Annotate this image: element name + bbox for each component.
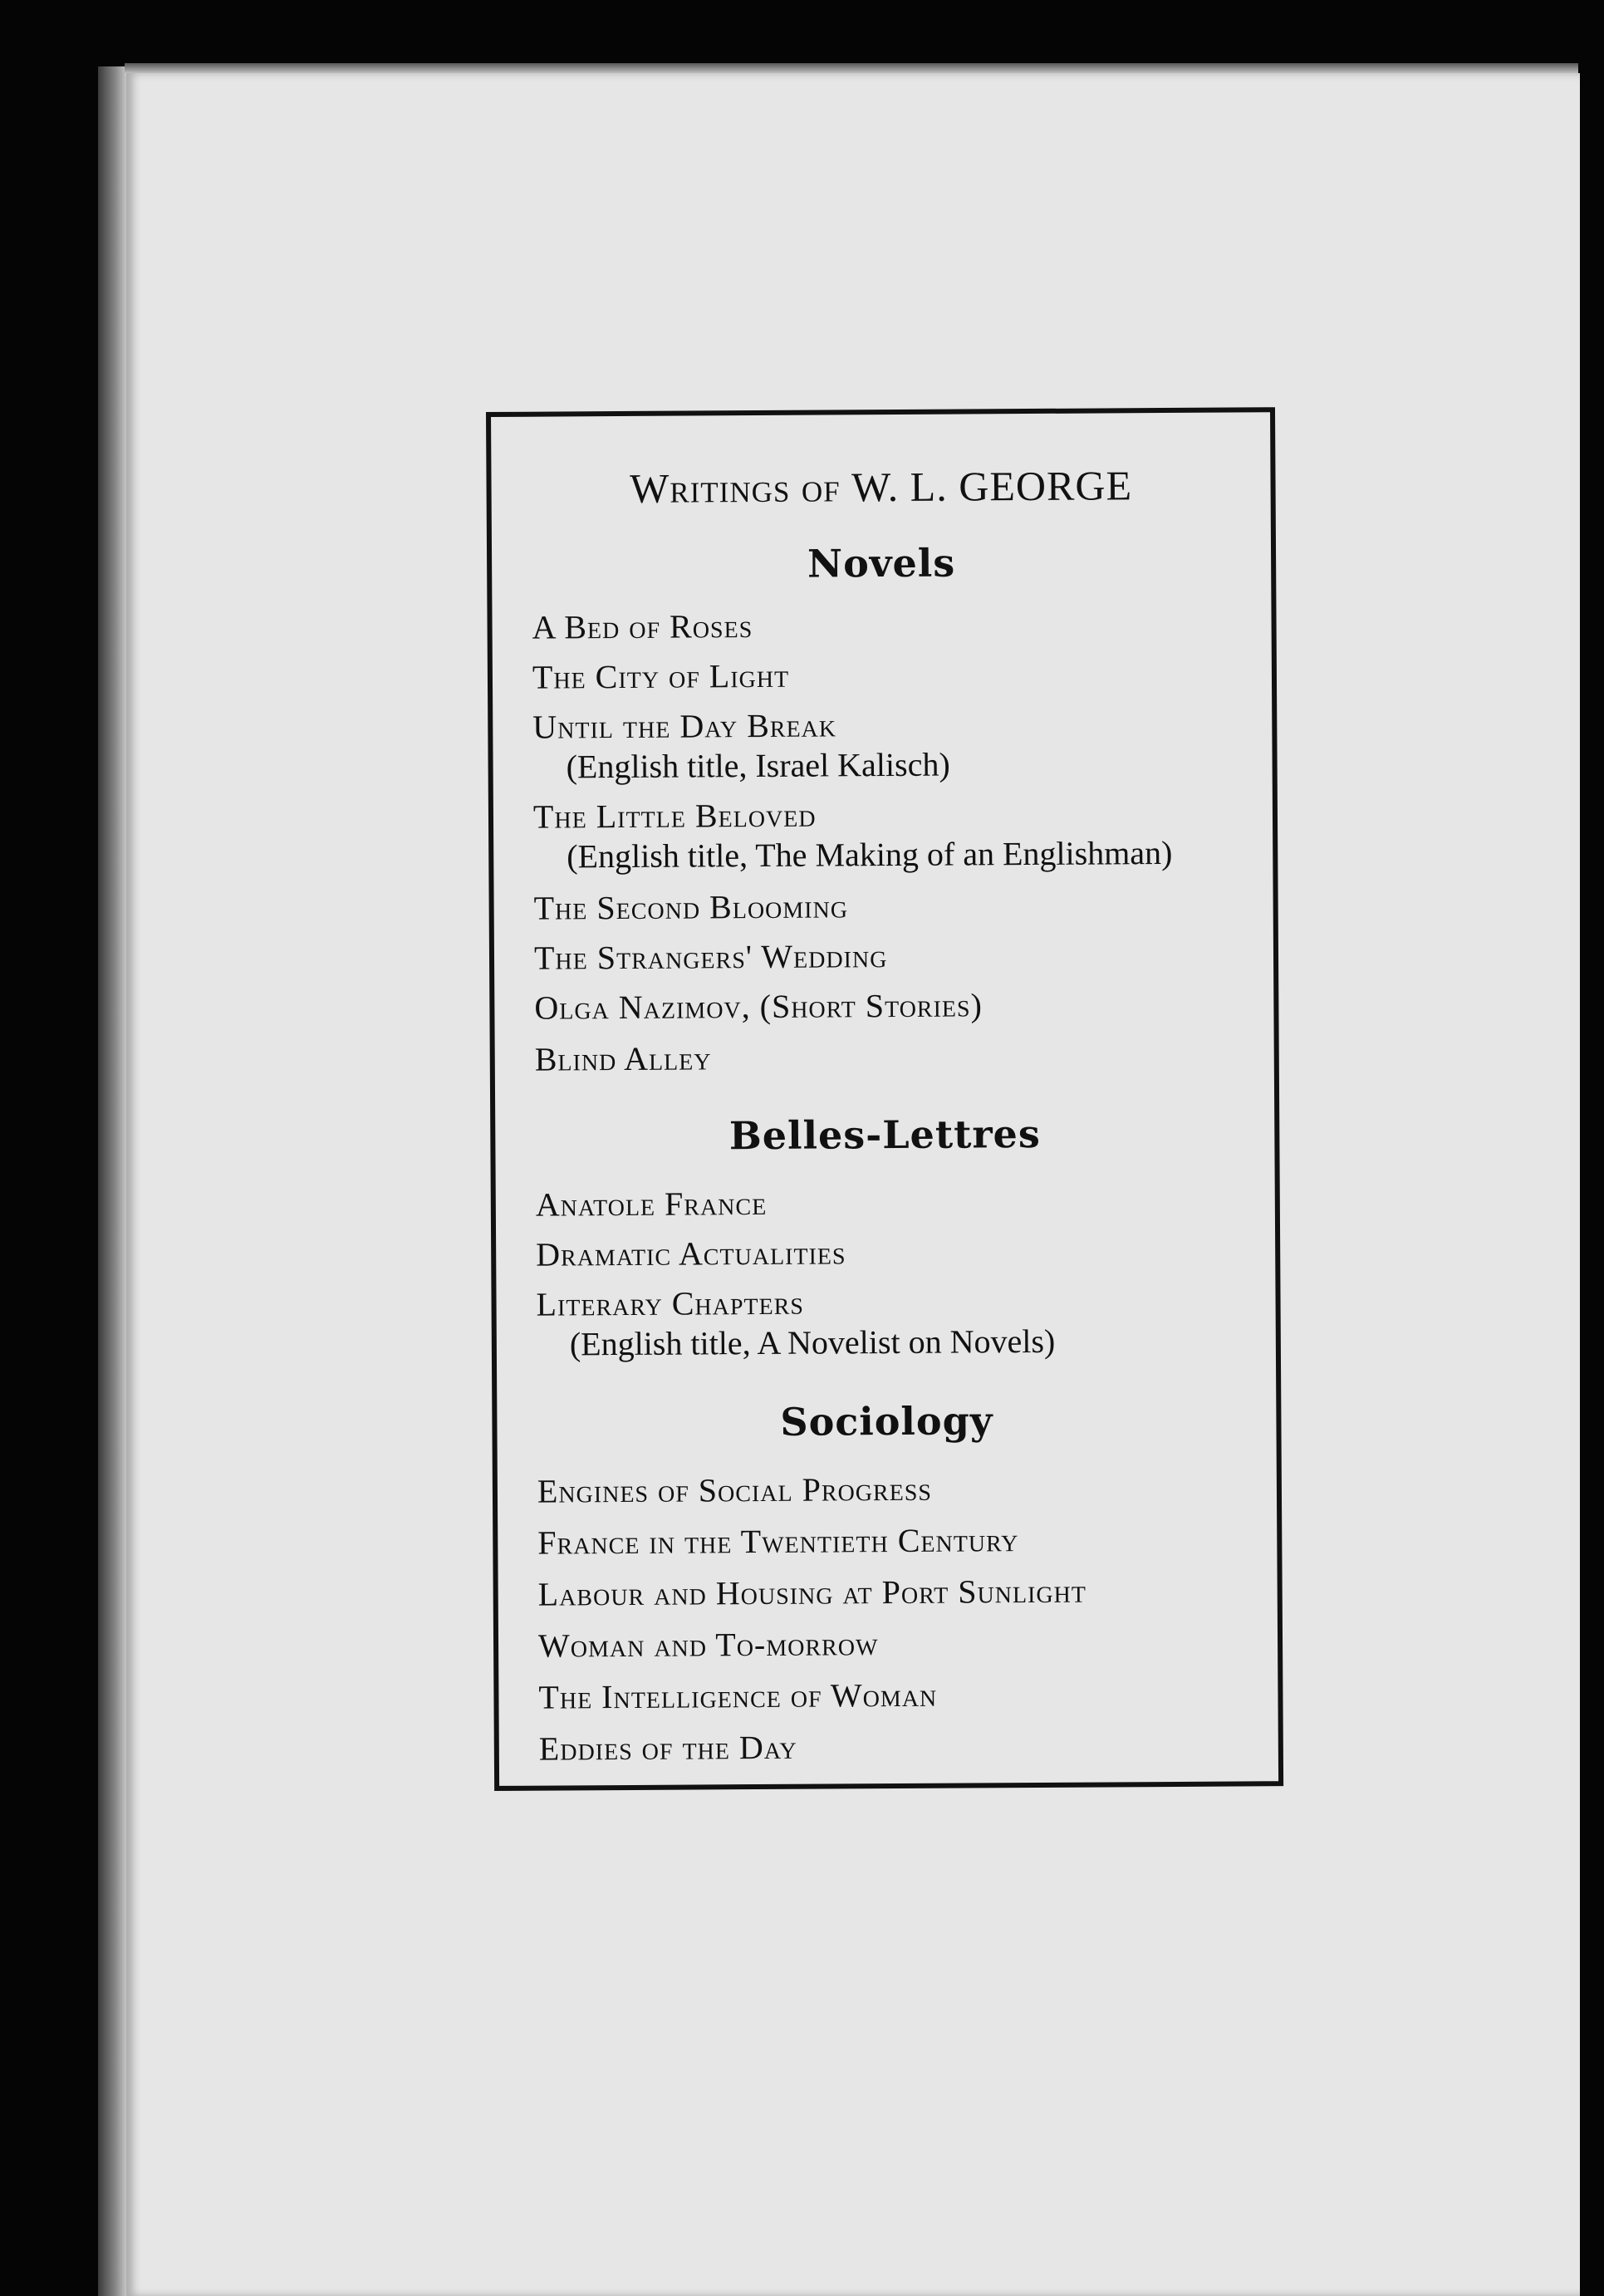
list-item: Eddies of the Day bbox=[538, 1728, 797, 1768]
list-item: Labour and Housing at Port Sunlight bbox=[537, 1572, 1087, 1613]
list-item: A Bed of Roses bbox=[532, 607, 753, 646]
list-item: Engines of Social Progress bbox=[537, 1469, 933, 1510]
title-author: W. L. GEORGE bbox=[851, 462, 1133, 511]
list-item-note: (English title, A Novelist on Novels) bbox=[569, 1322, 1056, 1363]
list-item: Olga Nazimov, (Short Stories) bbox=[534, 986, 983, 1027]
list-item: France in the Twentieth Century bbox=[537, 1521, 1019, 1562]
list-item: The Little Beloved bbox=[532, 796, 817, 836]
page-title bbox=[491, 460, 1270, 513]
section-heading-belles-lettres: Belles-Lettres bbox=[728, 1111, 1041, 1159]
list-item: Until the Day Break bbox=[532, 706, 837, 746]
list-item: Anatole France bbox=[535, 1184, 768, 1224]
list-item: The City of Light bbox=[532, 656, 790, 696]
list-item: Dramatic Actualities bbox=[536, 1234, 846, 1273]
section-heading-novels: Novels bbox=[807, 540, 956, 586]
list-item: The Strangers' Wedding bbox=[533, 937, 888, 977]
list-item-note: (English title, Israel Kalisch) bbox=[566, 745, 950, 786]
list-item: Woman and To-morrow bbox=[537, 1625, 879, 1665]
list-item: The Second Blooming bbox=[533, 887, 849, 927]
section-heading-sociology: Sociology bbox=[780, 1398, 993, 1445]
title-prefix: Writings of bbox=[629, 464, 841, 512]
page-edge-left bbox=[98, 66, 128, 2296]
bordered-list-frame bbox=[486, 407, 1283, 1791]
list-item: Blind Alley bbox=[534, 1039, 712, 1078]
list-item: Literary Chapters bbox=[536, 1283, 805, 1323]
list-item: The Intelligence of Woman bbox=[538, 1675, 938, 1716]
list-item-note: (English title, The Making of an Englishman) bbox=[567, 833, 1173, 876]
